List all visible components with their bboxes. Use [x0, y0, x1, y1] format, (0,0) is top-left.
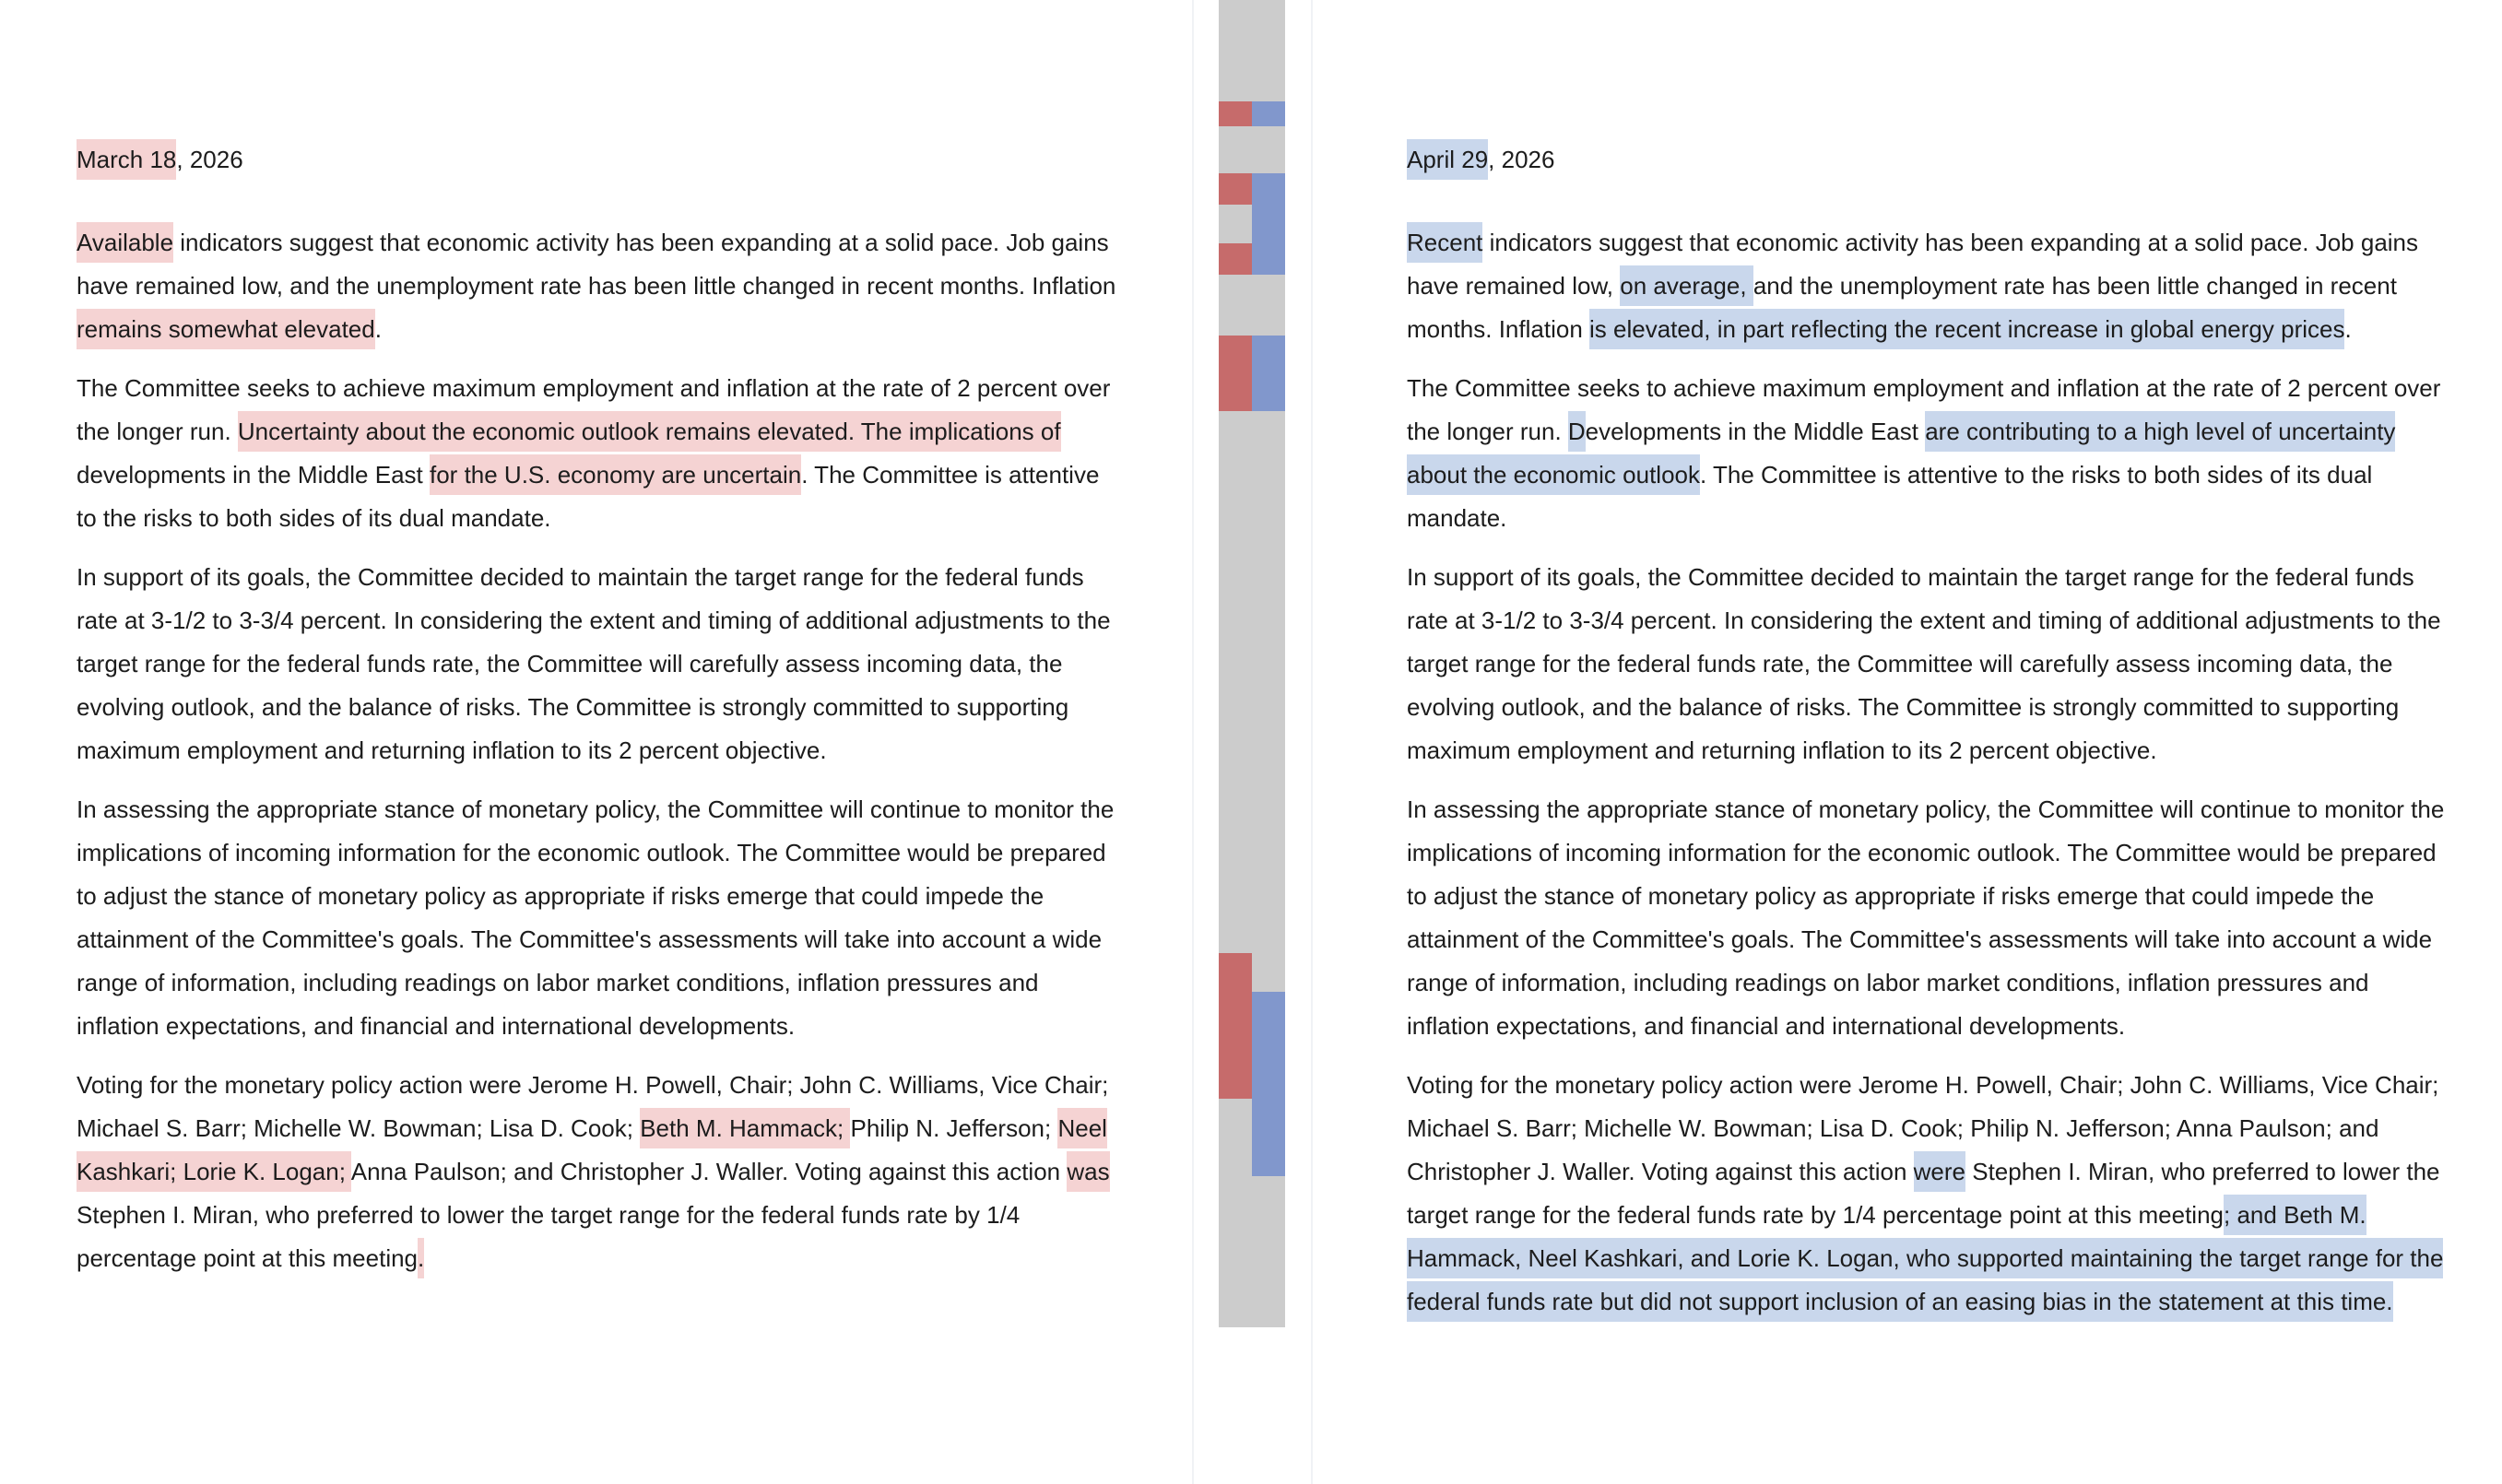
left-document-pane [0, 0, 1189, 1484]
minimap-insertion-marker[interactable] [1252, 173, 1285, 275]
minimap-deletion-marker[interactable] [1219, 101, 1252, 126]
right-document-pane [1313, 0, 2502, 1484]
left-paragraph-4 [77, 788, 1118, 1048]
right-seg: In support of its goals, the Committee decided to maintain the target range for the federal funds rate at 3-1/2 to 3-3/4 percent. In considering the extent and timing of additional adjustments to the target range for the federal funds rate, the Committee will carefully assess incoming data, the evolving outlook, and the balance of risks. The Committee is strongly committed to supporting maximum employment and returning inflation to its 2 percent objective. [1407, 563, 2441, 764]
left-seg: Voting for the monetary policy action were Jerome H. Powell, Chair; John C. Williams, Vice Chair; Michael S. Barr; Michelle W. Bowman; Lisa D. Cook; [77, 1071, 1109, 1142]
minimap-deletion-marker[interactable] [1219, 953, 1252, 1099]
left-date [77, 138, 1118, 182]
left-date-seg: , 2026 [176, 146, 243, 173]
right-seg: evelopments in the Middle East [1585, 418, 1926, 445]
left-document [77, 138, 1118, 1296]
right-seg: were [1914, 1151, 1965, 1192]
right-seg: Stephen I. Miran, who preferred to lower the target range for the federal funds rate by 1/4 percentage point at this meeting [1407, 1158, 2440, 1229]
left-seg: In assessing the appropriate stance of monetary policy, the Committee will continue to monitor the implications of incoming information for the economic outlook. The Committee would be prepared to adjust the stance of monetary policy as appropriate if risks emerge that could impede the attainment of the Committee's goals. The Committee's assessments will take into account a wide range of information, including readings on labor market conditions, inflation pressures and inflation expectations, and financial and international developments. [77, 795, 1115, 1040]
left-seg: The Committee seeks to achieve maximum employment and inflation at the rate of 2 percent over the longer run. [77, 374, 1111, 445]
left-seg: . [374, 315, 382, 343]
minimap-insertion-marker[interactable] [1252, 336, 1285, 411]
left-seg: Anna Paulson; and Christopher J. Waller. Voting against this action [350, 1158, 1068, 1185]
left-seg: developments in the Middle East [77, 461, 430, 489]
right-seg: indicators suggest that economic activity has been expanding at a solid pace. Job gains have remained low, [1407, 229, 2419, 300]
left-seg: In support of its goals, the Committee decided to maintain the target range for the federal funds rate at 3-1/2 to 3-3/4 percent. In considering the extent and timing of additional adjustments to the target range for the federal funds rate, the Committee will carefully assess incoming data, the evolving outlook, and the balance of risks. The Committee is strongly committed to supporting maximum employment and returning inflation to its 2 percent objective. [77, 563, 1111, 764]
right-seg: are contributing to a high level of uncertainty about the economic outlook [1407, 411, 2395, 495]
right-seg: The Committee seeks to achieve maximum employment and inflation at the rate of 2 percent over the longer run. [1407, 374, 2441, 445]
left-seg: was [1067, 1151, 1109, 1192]
left-seg: indicators suggest that economic activity has been expanding at a solid pace. Job gains have remained low, and the unemployment rate has been little changed in recent months. Inflation [77, 229, 1116, 300]
right-date [1407, 138, 2449, 182]
minimap-deletion-marker[interactable] [1219, 336, 1252, 411]
diff-minimap[interactable] [1219, 0, 1285, 1327]
left-paragraph-3 [77, 556, 1118, 772]
left-seg: . The Committee is attentive to the risks to both sides of its dual mandate. [77, 461, 1100, 532]
right-seg: Recent [1407, 222, 1482, 263]
left-seg: Beth M. Hammack; [640, 1108, 850, 1148]
right-paragraph-2 [1407, 367, 2449, 540]
left-seg: for the U.S. economy are uncertain [430, 454, 801, 495]
minimap-deletion-marker[interactable] [1219, 173, 1252, 205]
minimap-insertion-marker[interactable] [1252, 101, 1285, 126]
right-paragraph-1 [1407, 221, 2449, 351]
left-seg: . [418, 1238, 424, 1278]
left-seg: Neel Kashkari; Lorie K. Logan; [77, 1108, 1107, 1192]
right-seg: D [1568, 411, 1586, 452]
right-paragraph-3 [1407, 556, 2449, 772]
left-seg: remains somewhat elevated [77, 309, 375, 349]
right-seg: Voting for the monetary policy action were Jerome H. Powell, Chair; John C. Williams, Vice Chair; Michael S. Barr; Michelle W. Bowman; Lisa D. Cook; Philip N. Jefferson; Anna Paulson; and Christopher J. Waller. Voting against this action [1407, 1071, 2439, 1185]
right-paragraph-4 [1407, 788, 2449, 1048]
right-seg: and the unemployment rate has been little changed in recent months. Inflation [1407, 272, 2397, 343]
left-date-seg: March 18 [77, 139, 176, 180]
right-seg: . [2344, 315, 2352, 343]
left-seg: Stephen I. Miran, who preferred to lower the target range for the federal funds rate by 1/4 percentage point at this meeting [77, 1201, 1021, 1272]
right-seg: In assessing the appropriate stance of monetary policy, the Committee will continue to monitor the implications of incoming information for the economic outlook. The Committee would be prepared to adjust the stance of monetary policy as appropriate if risks emerge that could impede the attainment of the Committee's goals. The Committee's assessments will take into account a wide range of information, including readings on labor market conditions, inflation pressures and inflation expectations, and financial and international developments. [1407, 795, 2445, 1040]
left-seg: Uncertainty about the economic outlook remains elevated. The implications of [238, 411, 1061, 452]
right-seg: ; and Beth M. Hammack, Neel Kashkari, and Lorie K. Logan, who supported maintaining the target range for the federal funds rate but did not support inclusion of an easing bias in the statement at this time. [1407, 1195, 2443, 1322]
left-paragraph-2 [77, 367, 1118, 540]
right-document [1407, 138, 2449, 1339]
right-date-seg: , 2026 [1488, 146, 1555, 173]
left-seg: Available [77, 222, 173, 263]
left-seg: Philip N. Jefferson; [850, 1114, 1058, 1142]
right-seg: . The Committee is attentive to the risks to both sides of its dual mandate. [1407, 461, 2373, 532]
minimap-deletion-marker[interactable] [1219, 243, 1252, 275]
right-paragraph-5 [1407, 1064, 2449, 1324]
minimap-insertion-marker[interactable] [1252, 992, 1285, 1176]
right-seg: on average, [1620, 265, 1753, 306]
left-paragraph-5 [77, 1064, 1118, 1280]
right-date-seg: April 29 [1407, 139, 1488, 180]
gutter-divider-left [1192, 0, 1194, 1484]
left-paragraph-1 [77, 221, 1118, 351]
right-seg: is elevated, in part reflecting the recent increase in global energy prices [1589, 309, 2344, 349]
